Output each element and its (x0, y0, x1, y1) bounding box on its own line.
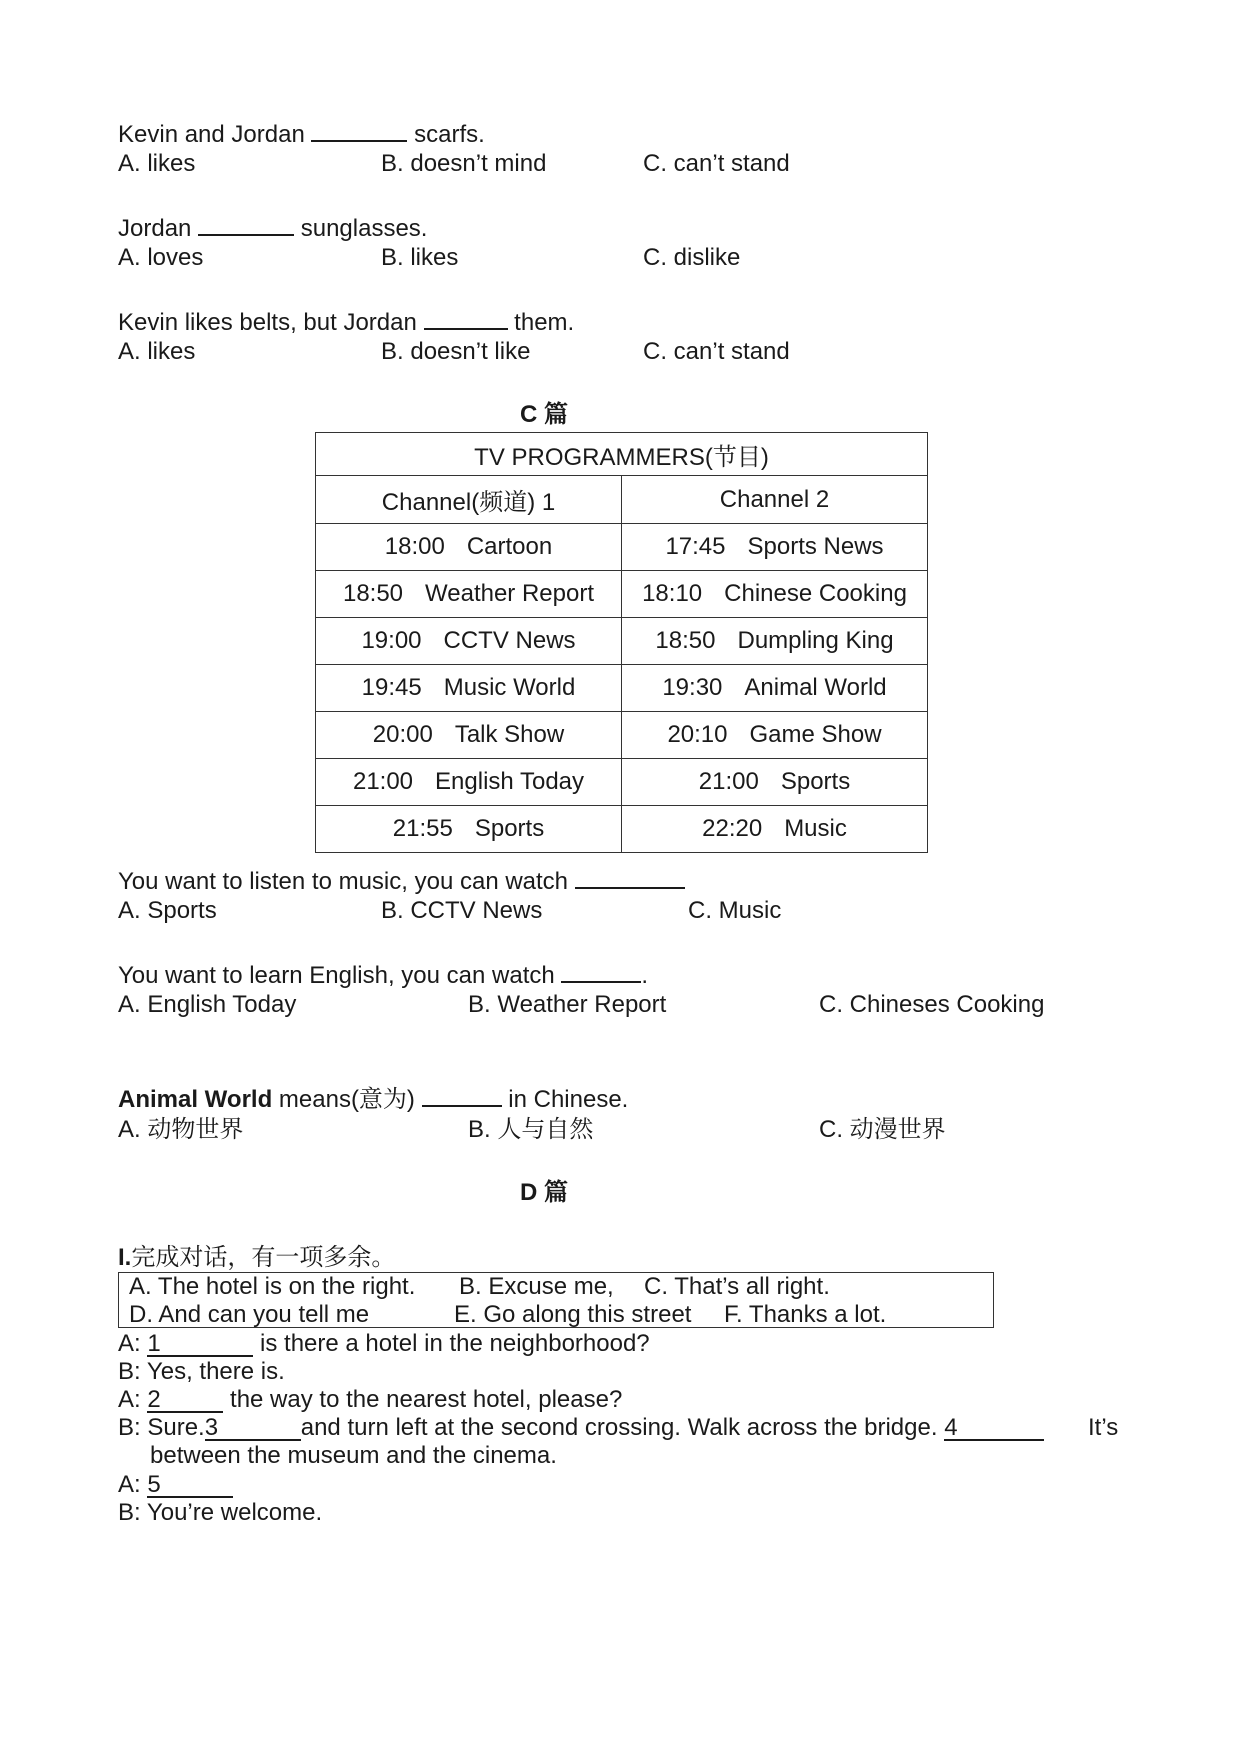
programme: Talk Show (454, 721, 565, 748)
dialogue-line (118, 1358, 285, 1386)
option-b[interactable] (468, 1114, 593, 1145)
answer-blank-5[interactable] (147, 1471, 233, 1498)
option-text: 人与自然 (497, 1115, 594, 1143)
choice-f: F. Thanks a lot. (724, 1301, 887, 1328)
channel-2-cell (622, 665, 928, 712)
question-c2 (118, 959, 648, 991)
table-row (316, 712, 928, 759)
channel-1-cell (316, 524, 622, 571)
blank-number: 2 (147, 1386, 161, 1413)
question-3 (118, 306, 574, 338)
option-c[interactable]: C. dislike (643, 244, 741, 271)
option-b[interactable]: B. doesn’t mind (381, 150, 547, 177)
programme: Chinese Cooking (724, 580, 907, 607)
option-letter: B. (468, 1116, 491, 1143)
option-c[interactable] (819, 1114, 946, 1145)
dialogue-line (118, 1330, 650, 1358)
choice-e: E. Go along this street (454, 1301, 692, 1328)
programme: Music (784, 815, 847, 842)
channel-1-cell (316, 618, 622, 665)
channel-2-cell (622, 571, 928, 618)
speaker: B: (118, 1499, 141, 1526)
choices-box (118, 1272, 994, 1328)
option-letter: A. (118, 1116, 141, 1143)
programme: Sports News (747, 533, 884, 560)
question-c3 (118, 1083, 628, 1115)
tv-programmes-table (315, 432, 928, 853)
channel-2-header: Channel 2 (622, 476, 928, 524)
question-text: Kevin and Jordan (118, 121, 305, 148)
dialogue-text: is there a hotel in the neighborhood? (253, 1330, 650, 1357)
option-text: 动物世界 (147, 1115, 244, 1143)
instruction (118, 1242, 395, 1273)
time: 18:10 (642, 580, 703, 607)
channel-1-cell (316, 759, 622, 806)
question-text: You want to listen to music, you can watch (118, 868, 569, 895)
channel-2-cell (622, 759, 928, 806)
speaker: B: (118, 1358, 141, 1385)
programme: Dumpling King (737, 627, 894, 654)
time: 18:50 (655, 627, 716, 654)
time: 18:00 (384, 533, 445, 560)
option-c[interactable]: C. can’t stand (643, 150, 790, 177)
answer-blank[interactable] (561, 959, 641, 983)
time: 20:00 (372, 721, 433, 748)
choice-b: B. Excuse me, (459, 1273, 614, 1300)
blank-number: 5 (147, 1471, 161, 1498)
channel-1-header: Channel(频道) 1 (316, 476, 622, 524)
section-d-heading: D 篇 (520, 1179, 568, 1206)
answer-blank[interactable] (311, 118, 407, 142)
time: 19:45 (361, 674, 422, 701)
question-text: Kevin likes belts, but Jordan (118, 309, 417, 336)
question-text: sunglasses. (300, 215, 428, 242)
option-b[interactable]: B. CCTV News (381, 897, 543, 924)
programme: Game Show (749, 721, 882, 748)
channel-1-cell (316, 806, 622, 853)
answer-blank[interactable] (198, 212, 294, 236)
blank-number: 3 (204, 1414, 219, 1441)
channel-2-cell (622, 712, 928, 759)
dialogue-line (118, 1414, 1123, 1442)
option-a[interactable]: A. loves (118, 244, 204, 271)
instruction-text: 完成对话，有一项多余。 (131, 1243, 396, 1271)
answer-blank-1[interactable] (147, 1330, 253, 1357)
time: 21:55 (392, 815, 453, 842)
question-1 (118, 118, 485, 150)
option-b[interactable]: B. likes (381, 244, 459, 271)
dialogue-text: You’re welcome. (146, 1499, 323, 1526)
answer-blank[interactable] (424, 306, 508, 330)
dialogue-text: Sure. (147, 1414, 205, 1441)
time: 22:20 (702, 815, 763, 842)
question-2 (118, 212, 427, 244)
blank-number: 4 (944, 1414, 958, 1441)
programme: Weather Report (425, 580, 595, 607)
option-a[interactable]: A. likes (118, 338, 196, 365)
question-text: Jordan (118, 215, 192, 242)
channel-1-cell (316, 665, 622, 712)
speaker: A: (118, 1330, 141, 1357)
dialogue-line (118, 1386, 622, 1414)
term-bold: Animal World (118, 1086, 273, 1113)
dialogue-text: Yes, there is. (146, 1358, 285, 1385)
programme: Cartoon (466, 533, 553, 560)
channel-2-cell (622, 618, 928, 665)
question-text: . (641, 962, 649, 989)
answer-blank-2[interactable] (147, 1386, 223, 1413)
instruction-number: I. (118, 1244, 132, 1271)
channel-1-cell (316, 571, 622, 618)
channel-2-cell (622, 524, 928, 571)
choice-c: C. That’s all right. (644, 1273, 830, 1300)
table-row (316, 524, 928, 571)
time: 19:00 (361, 627, 422, 654)
question-text: in Chinese. (501, 1086, 629, 1113)
option-a[interactable]: A. likes (118, 150, 196, 177)
table-row (316, 759, 928, 806)
choice-a: A. The hotel is on the right. (129, 1273, 416, 1300)
dialogue-text: It’s (1088, 1414, 1119, 1441)
answer-blank-4[interactable] (944, 1414, 1044, 1441)
option-c[interactable]: C. can’t stand (643, 338, 790, 365)
dialogue-text: the way to the nearest hotel, please? (223, 1386, 623, 1413)
section-c-heading: C 篇 (520, 401, 568, 428)
question-text: You want to learn English, you can watch (118, 962, 555, 989)
dialogue-line (118, 1499, 322, 1527)
option-a[interactable]: A. Sports (118, 897, 217, 924)
table-row (316, 665, 928, 712)
option-c[interactable]: C. Music (688, 897, 782, 924)
option-b[interactable]: B. Weather Report (468, 991, 667, 1018)
question-text: them. (514, 309, 575, 336)
question-c1 (118, 865, 685, 897)
dialogue-text: and turn left at the second crossing. Walk across the bridge. (300, 1414, 938, 1441)
time: 21:00 (698, 768, 759, 795)
speaker: A: (118, 1471, 141, 1498)
channel-1-cell (316, 712, 622, 759)
speaker: B: (118, 1414, 141, 1441)
time: 20:10 (667, 721, 728, 748)
programme: Sports (474, 815, 545, 842)
programme: Animal World (744, 674, 887, 701)
channel-2-cell (622, 806, 928, 853)
choice-d: D. And can you tell me (129, 1301, 370, 1328)
answer-blank-3[interactable] (204, 1414, 301, 1441)
question-text: means(意为) (272, 1086, 415, 1113)
table-row (316, 806, 928, 853)
answer-blank[interactable] (575, 865, 685, 889)
time: 21:00 (352, 768, 414, 795)
time: 19:30 (662, 674, 723, 701)
option-letter: C. (819, 1116, 843, 1143)
blank-number: 1 (147, 1330, 161, 1357)
table-row (316, 618, 928, 665)
option-a[interactable]: A. English Today (118, 991, 297, 1018)
programme: English Today (435, 768, 585, 795)
programme: Sports (780, 768, 851, 795)
time: 18:50 (342, 580, 404, 607)
table-row (316, 571, 928, 618)
option-b[interactable]: B. doesn’t like (381, 338, 531, 365)
programme: Music World (443, 674, 576, 701)
answer-blank[interactable] (422, 1083, 502, 1107)
dialogue-continuation: between the museum and the cinema. (150, 1442, 557, 1469)
option-a[interactable] (118, 1114, 243, 1145)
option-text: 动漫世界 (849, 1115, 946, 1143)
question-text: scarfs. (414, 121, 485, 148)
dialogue-line (118, 1471, 233, 1499)
programme: CCTV News (443, 627, 576, 654)
option-c[interactable]: C. Chineses Cooking (819, 991, 1045, 1018)
time: 17:45 (665, 533, 726, 560)
table-title: TV PROGRAMMERS(节目) (316, 433, 928, 476)
speaker: A: (118, 1386, 141, 1413)
